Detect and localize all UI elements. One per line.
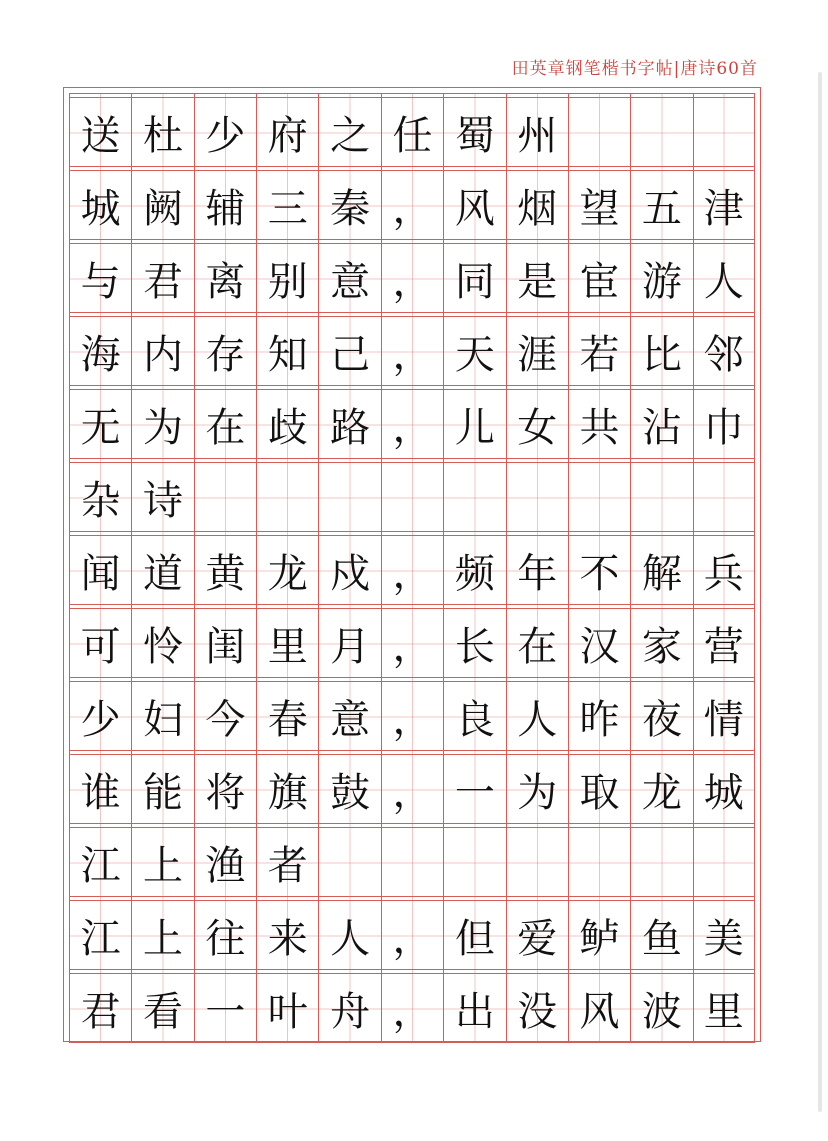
grid-cell xyxy=(693,823,755,896)
grid-cell: 叶 xyxy=(256,969,318,1042)
grid-cell: 闺 xyxy=(194,604,256,677)
grid-cell: 之 xyxy=(318,93,380,166)
grid-cell: 秦 xyxy=(318,166,380,239)
grid-cell: 五 xyxy=(630,166,692,239)
grid-cell: 江 xyxy=(69,896,131,969)
grid-cell: 没 xyxy=(506,969,568,1042)
grid-row xyxy=(69,896,755,969)
grid-cell: 但 xyxy=(443,896,505,969)
grid-cell: 爱 xyxy=(506,896,568,969)
grid-cell: 无 xyxy=(69,385,131,458)
grid-cell: 君 xyxy=(131,239,193,312)
grid-cell: 内 xyxy=(131,312,193,385)
grid-cell: 城 xyxy=(69,166,131,239)
grid-cell: 三 xyxy=(256,166,318,239)
grid-cell: 闻 xyxy=(69,531,131,604)
grid-cell xyxy=(630,458,692,531)
grid-cell: ， xyxy=(381,896,443,969)
grid-cell: 为 xyxy=(506,750,568,823)
grid-cell xyxy=(443,458,505,531)
grid-cell: 谁 xyxy=(69,750,131,823)
grid-cell: 来 xyxy=(256,896,318,969)
grid-cell: 上 xyxy=(131,896,193,969)
grid-row xyxy=(69,166,755,239)
grid-cell: 杂 xyxy=(69,458,131,531)
grid-cell: 月 xyxy=(318,604,380,677)
grid-cell: 能 xyxy=(131,750,193,823)
grid-cell: 城 xyxy=(693,750,755,823)
grid-cell: 不 xyxy=(568,531,630,604)
grid-cell: 烟 xyxy=(506,166,568,239)
grid-cell: 意 xyxy=(318,677,380,750)
grid-row xyxy=(69,531,755,604)
grid-cell xyxy=(630,823,692,896)
grid-cell xyxy=(194,458,256,531)
grid-row xyxy=(69,750,755,823)
grid-cell: 美 xyxy=(693,896,755,969)
grid-cell: 解 xyxy=(630,531,692,604)
grid-cell: ， xyxy=(381,531,443,604)
grid-cell: 儿 xyxy=(443,385,505,458)
grid-cell: 戍 xyxy=(318,531,380,604)
grid-row xyxy=(69,385,755,458)
grid-cell: 黄 xyxy=(194,531,256,604)
copybook-header: 田英章钢笔楷书字帖|唐诗60首 xyxy=(511,59,758,79)
grid-cell: 怜 xyxy=(131,604,193,677)
grid-cell: 与 xyxy=(69,239,131,312)
grid-cell: 府 xyxy=(256,93,318,166)
grid-cell: 路 xyxy=(318,385,380,458)
grid-cell: 看 xyxy=(131,969,193,1042)
grid-cell: ， xyxy=(381,166,443,239)
grid-cell: ， xyxy=(381,969,443,1042)
grid-cell: 辅 xyxy=(194,166,256,239)
grid-row xyxy=(69,969,755,1043)
grid-cell: 杜 xyxy=(131,93,193,166)
grid-cell: 是 xyxy=(506,239,568,312)
grid-cell: 人 xyxy=(693,239,755,312)
grid-cell: 里 xyxy=(693,969,755,1042)
grid-cell: 家 xyxy=(630,604,692,677)
grid-cell: 望 xyxy=(568,166,630,239)
grid-cell: ， xyxy=(381,677,443,750)
grid-cell: 营 xyxy=(693,604,755,677)
grid-row xyxy=(69,312,755,385)
grid-cell xyxy=(381,458,443,531)
grid-cell: 频 xyxy=(443,531,505,604)
grid-cell xyxy=(568,93,630,166)
grid-cell: 海 xyxy=(69,312,131,385)
grid-cell: 往 xyxy=(194,896,256,969)
grid-cell: 可 xyxy=(69,604,131,677)
grid-cell: 歧 xyxy=(256,385,318,458)
grid-cell: 年 xyxy=(506,531,568,604)
grid-cell: 风 xyxy=(443,166,505,239)
grid-cell: 江 xyxy=(69,823,131,896)
grid-cell: 人 xyxy=(506,677,568,750)
grid-cell: 里 xyxy=(256,604,318,677)
grid-cell: 任 xyxy=(381,93,443,166)
grid-cell: 若 xyxy=(568,312,630,385)
grid-cell: 龙 xyxy=(630,750,692,823)
grid-cell: 春 xyxy=(256,677,318,750)
grid-cell: 沾 xyxy=(630,385,692,458)
grid-cell: 知 xyxy=(256,312,318,385)
grid-row xyxy=(69,93,755,166)
grid-cell: 宦 xyxy=(568,239,630,312)
grid-cell: 鱼 xyxy=(630,896,692,969)
grid-cell xyxy=(443,823,505,896)
grid-cell: 己 xyxy=(318,312,380,385)
grid-cell: 取 xyxy=(568,750,630,823)
grid-cell: ， xyxy=(381,750,443,823)
grid-cell: 一 xyxy=(194,969,256,1042)
grid-cell: 昨 xyxy=(568,677,630,750)
grid-cell: 旗 xyxy=(256,750,318,823)
grid-cell: 送 xyxy=(69,93,131,166)
grid-cell: 风 xyxy=(568,969,630,1042)
character-grid xyxy=(69,93,755,1043)
grid-row xyxy=(69,239,755,312)
grid-cell: 在 xyxy=(194,385,256,458)
grid-row xyxy=(69,823,755,896)
grid-cell: 为 xyxy=(131,385,193,458)
grid-cell xyxy=(693,93,755,166)
grid-cell: 津 xyxy=(693,166,755,239)
grid-cell: ， xyxy=(381,239,443,312)
grid-cell: 游 xyxy=(630,239,692,312)
grid-cell: 汉 xyxy=(568,604,630,677)
grid-cell: 蜀 xyxy=(443,93,505,166)
grid-row xyxy=(69,458,755,531)
grid-cell: 长 xyxy=(443,604,505,677)
grid-cell: 比 xyxy=(630,312,692,385)
scrollbar[interactable] xyxy=(818,72,822,1112)
grid-cell: 存 xyxy=(194,312,256,385)
grid-cell: 龙 xyxy=(256,531,318,604)
grid-cell xyxy=(506,823,568,896)
grid-cell: 人 xyxy=(318,896,380,969)
grid-cell: 共 xyxy=(568,385,630,458)
grid-cell: 女 xyxy=(506,385,568,458)
grid-cell xyxy=(630,93,692,166)
grid-cell xyxy=(381,823,443,896)
grid-cell: 同 xyxy=(443,239,505,312)
grid-cell xyxy=(318,458,380,531)
grid-cell: 情 xyxy=(693,677,755,750)
grid-cell xyxy=(568,458,630,531)
grid-cell xyxy=(256,458,318,531)
grid-cell: 上 xyxy=(131,823,193,896)
grid-cell xyxy=(568,823,630,896)
grid-cell: 者 xyxy=(256,823,318,896)
grid-cell: 少 xyxy=(69,677,131,750)
grid-cell: 邻 xyxy=(693,312,755,385)
grid-cell: 舟 xyxy=(318,969,380,1042)
grid-row xyxy=(69,677,755,750)
grid-cell: 意 xyxy=(318,239,380,312)
grid-cell: 离 xyxy=(194,239,256,312)
grid-cell: 波 xyxy=(630,969,692,1042)
grid-cell: 将 xyxy=(194,750,256,823)
grid-cell: 妇 xyxy=(131,677,193,750)
grid-cell: 渔 xyxy=(194,823,256,896)
grid-cell: 涯 xyxy=(506,312,568,385)
grid-cell: 阙 xyxy=(131,166,193,239)
grid-cell: 鼓 xyxy=(318,750,380,823)
grid-cell: 出 xyxy=(443,969,505,1042)
grid-cell xyxy=(693,458,755,531)
grid-cell: 别 xyxy=(256,239,318,312)
grid-cell: 鲈 xyxy=(568,896,630,969)
grid-cell: 天 xyxy=(443,312,505,385)
grid-cell: 君 xyxy=(69,969,131,1042)
grid-cell: 夜 xyxy=(630,677,692,750)
grid-cell: 兵 xyxy=(693,531,755,604)
grid-cell: ， xyxy=(381,604,443,677)
grid-cell: 州 xyxy=(506,93,568,166)
grid-cell: 巾 xyxy=(693,385,755,458)
grid-row xyxy=(69,604,755,677)
grid-cell xyxy=(318,823,380,896)
grid-cell: ， xyxy=(381,312,443,385)
grid-cell: 在 xyxy=(506,604,568,677)
grid-cell: 少 xyxy=(194,93,256,166)
grid-cell: 今 xyxy=(194,677,256,750)
grid-cell: ， xyxy=(381,385,443,458)
grid-cell: 一 xyxy=(443,750,505,823)
grid-cell: 道 xyxy=(131,531,193,604)
grid-cell: 良 xyxy=(443,677,505,750)
grid-cell xyxy=(506,458,568,531)
grid-cell: 诗 xyxy=(131,458,193,531)
